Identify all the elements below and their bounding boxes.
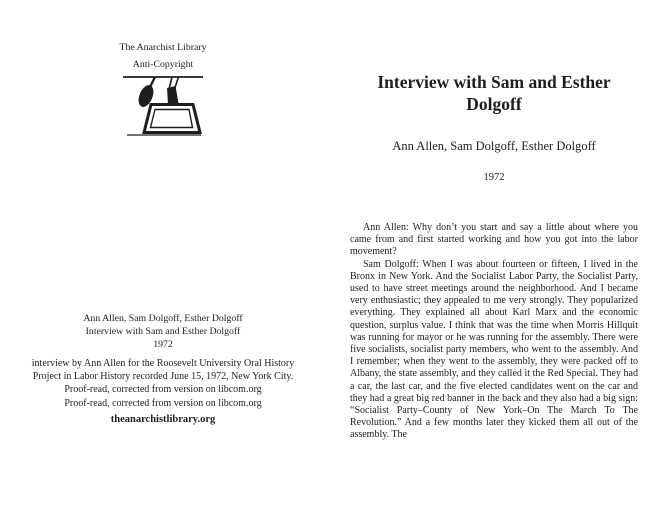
colophon-title-block [38, 312, 288, 351]
imprint-header [38, 39, 288, 73]
library-website: theanarchistlibrary.org [110, 414, 216, 425]
document-body [350, 222, 638, 442]
colophon-year: 1972 [153, 339, 173, 350]
document-authors: Ann Allen, Sam Dolgoff, Esther Dolgoff [392, 139, 596, 153]
colophon-title: Interview with Sam and Esther Dolgoff [85, 326, 241, 337]
colophon-authors: Ann Allen, Sam Dolgoff, Esther Dolgoff [83, 313, 243, 324]
body-paragraph-sam-dolgoff-answer: Sam Dolgoff: When I was about fourteen or fifteen, I lived in the Bronx in New York. And the Socialist Labor Party, the Socialist Party, used to have street meetings around the neighborhood. And I became very enthusiastic; they appealed to me very strongly. They popularized everything. They explained all about Karl Marx and the economic question, surplus value. I think that was the time when Morris Hillquit was running for mayor or he was running for the assembly. There were five socialists, socialist party members, who went to the assembly. And I remember; when they went to the assembly, they were packed off to Albany, the state assembly, and they called it the Red Special. They had a car, the last car, and the five elected candidates went on the car and they had a great big red banner in the back and they also had a big sign: “Socialist Party–County of New York–On The March To The Revolution.” And a few months later they kicked them all out of the assembly. The [350, 258, 638, 441]
document-title: Interview with Sam and Esther Dolgoff [377, 72, 611, 114]
anarchist-library-logo-icon [122, 73, 204, 139]
right-page [330, 0, 660, 510]
source-note: interview by Ann Allen for the Roosevelt University Oral History Project in Labor History recorded June 15, 1972, New York City. Proof-read, corrected from version on libcom.org [31, 358, 295, 396]
document-year: 1972 [483, 172, 505, 183]
source-note-block [31, 357, 295, 410]
source-note-secondary: Proof-read, corrected from version on libcom.org [64, 397, 262, 409]
body-paragraph-ann-allen-question: Ann Allen: Why don’t you start and say a little about where you came from and first started working and how you got into the labor movement? [350, 222, 638, 258]
imprint-anti-copyright: Anti-Copyright [132, 59, 194, 70]
imprint-library-name: The Anarchist Library [119, 42, 207, 53]
